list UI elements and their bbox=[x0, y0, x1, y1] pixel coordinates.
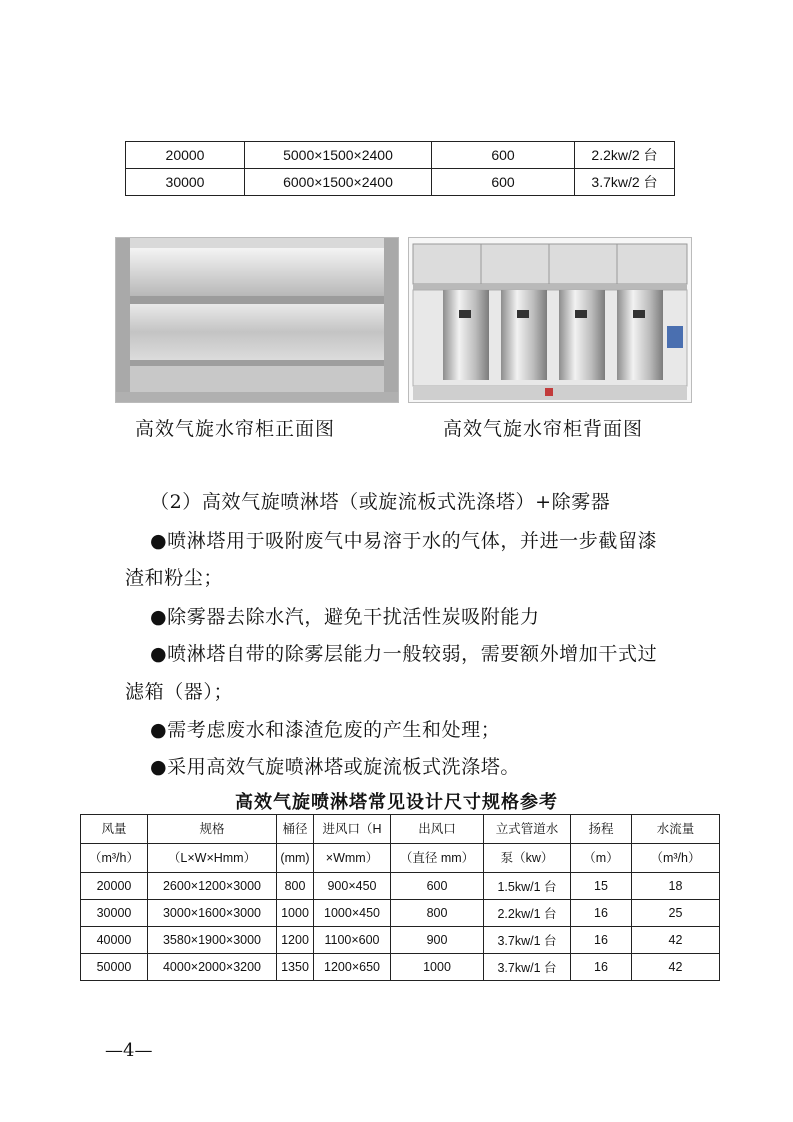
table-row bbox=[126, 142, 675, 169]
water-curtain-front-photo bbox=[115, 237, 399, 403]
table-cell: 30000 bbox=[81, 900, 148, 927]
bullet-adsorption-line2: 渣和粉尘； bbox=[125, 567, 224, 589]
table-cell: 1200×650 bbox=[314, 954, 391, 981]
bullet-wastewater: ●需考虑废水和漆渣危废的产生和处理； bbox=[150, 719, 501, 741]
header-cell: 出风口 bbox=[391, 815, 484, 844]
table-cell: 6000×1500×2400 bbox=[245, 169, 432, 196]
table-cell: 16 bbox=[571, 900, 632, 927]
bullet-dry-filter-line2: 滤箱（器）； bbox=[125, 681, 234, 703]
table-cell: 1000 bbox=[277, 900, 314, 927]
table-row bbox=[81, 927, 720, 954]
header-cell: （L×W×Hmm） bbox=[148, 844, 277, 873]
bullet-demister: ●除雾器去除水汽，避免干扰活性炭吸附能力 bbox=[150, 606, 540, 628]
back-photo-caption: 高效气旋水帘柜背面图 bbox=[443, 418, 644, 440]
table-cell: 4000×2000×3200 bbox=[148, 954, 277, 981]
header-cell: 进风口（H bbox=[314, 815, 391, 844]
table-row bbox=[81, 954, 720, 981]
water-curtain-back-photo bbox=[408, 237, 692, 403]
table-cell: 600 bbox=[432, 169, 575, 196]
table-cell: 15 bbox=[571, 873, 632, 900]
header-cell: （m） bbox=[571, 844, 632, 873]
table-cell: 600 bbox=[391, 873, 484, 900]
table-cell: 1000×450 bbox=[314, 900, 391, 927]
top-spec-table bbox=[125, 141, 675, 196]
table-cell: 1100×600 bbox=[314, 927, 391, 954]
header-cell: 桶径 bbox=[277, 815, 314, 844]
table-cell: 1.5kw/1 台 bbox=[484, 873, 571, 900]
page-number: —4— bbox=[105, 1040, 153, 1061]
table-row bbox=[81, 873, 720, 900]
table-cell: 42 bbox=[632, 954, 720, 981]
header-cell: （m³/h） bbox=[81, 844, 148, 873]
table-cell: 40000 bbox=[81, 927, 148, 954]
table-cell: 600 bbox=[432, 142, 575, 169]
table-cell: 800 bbox=[391, 900, 484, 927]
table-header-row bbox=[81, 815, 720, 844]
table-cell: 20000 bbox=[126, 142, 245, 169]
table-cell: 800 bbox=[277, 873, 314, 900]
front-photo-caption: 高效气旋水帘柜正面图 bbox=[135, 418, 336, 440]
table-cell: 16 bbox=[571, 954, 632, 981]
table-cell: 18 bbox=[632, 873, 720, 900]
table-cell: 30000 bbox=[126, 169, 245, 196]
table-cell: 42 bbox=[632, 927, 720, 954]
section-heading: （2）高效气旋喷淋塔（或旋流板式洗涤塔）+除雾器 bbox=[150, 491, 611, 513]
bullet-dry-filter-line1: ●喷淋塔自带的除雾层能力一般较弱，需要额外增加干式过 bbox=[150, 643, 658, 665]
header-cell: （m³/h） bbox=[632, 844, 720, 873]
table-cell: 50000 bbox=[81, 954, 148, 981]
table-cell: 1000 bbox=[391, 954, 484, 981]
table-cell: 2.2kw/1 台 bbox=[484, 900, 571, 927]
table-cell: 5000×1500×2400 bbox=[245, 142, 432, 169]
table-cell: 1200 bbox=[277, 927, 314, 954]
table-cell: 3.7kw/2 台 bbox=[575, 169, 675, 196]
spec-table bbox=[80, 814, 720, 981]
table-cell: 3.7kw/1 台 bbox=[484, 927, 571, 954]
header-cell: (mm) bbox=[277, 844, 314, 873]
header-cell: 风量 bbox=[81, 815, 148, 844]
table-cell: 900 bbox=[391, 927, 484, 954]
table-cell: 25 bbox=[632, 900, 720, 927]
header-cell: （直径 mm） bbox=[391, 844, 484, 873]
bullet-adsorption-line1: ●喷淋塔用于吸附废气中易溶于水的气体，并进一步截留漆 bbox=[150, 530, 658, 552]
header-cell: ×Wmm） bbox=[314, 844, 391, 873]
table-row bbox=[126, 169, 675, 196]
table-row bbox=[81, 900, 720, 927]
table-cell: 3580×1900×3000 bbox=[148, 927, 277, 954]
table-header-row bbox=[81, 844, 720, 873]
header-cell: 水流量 bbox=[632, 815, 720, 844]
header-cell: 规格 bbox=[148, 815, 277, 844]
table-cell: 1350 bbox=[277, 954, 314, 981]
table-cell: 900×450 bbox=[314, 873, 391, 900]
header-cell: 立式管道水 bbox=[484, 815, 571, 844]
bullet-tower-type: ●采用高效气旋喷淋塔或旋流板式洗涤塔。 bbox=[150, 756, 520, 778]
table-cell: 3000×1600×3000 bbox=[148, 900, 277, 927]
header-cell: 扬程 bbox=[571, 815, 632, 844]
table-cell: 16 bbox=[571, 927, 632, 954]
table-cell: 20000 bbox=[81, 873, 148, 900]
table-cell: 2600×1200×3000 bbox=[148, 873, 277, 900]
table-cell: 3.7kw/1 台 bbox=[484, 954, 571, 981]
table-cell: 2.2kw/2 台 bbox=[575, 142, 675, 169]
spec-table-title: 高效气旋喷淋塔常见设计尺寸规格参考 bbox=[235, 792, 558, 813]
header-cell: 泵（kw） bbox=[484, 844, 571, 873]
